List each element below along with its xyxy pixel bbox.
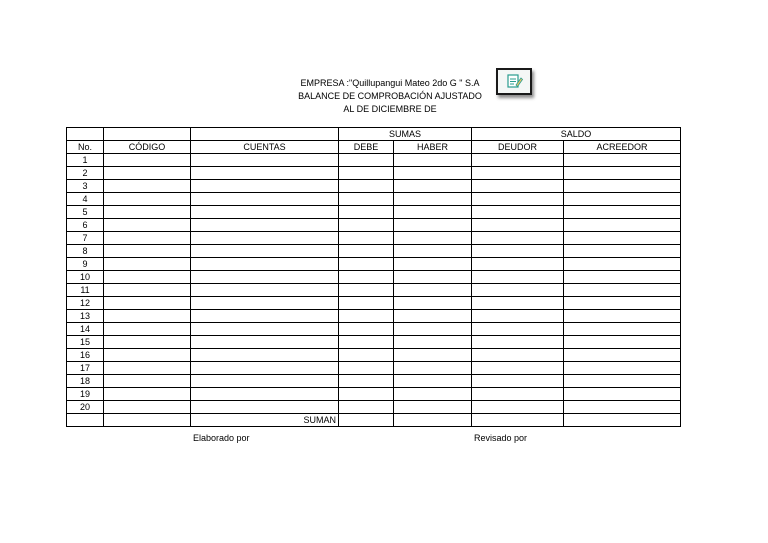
cuentas-cell[interactable] [191, 232, 339, 245]
acreedor-cell[interactable] [564, 388, 681, 401]
haber-cell[interactable] [394, 297, 472, 310]
total-cell-codigo[interactable] [104, 414, 191, 427]
row-number: 6 [67, 219, 104, 232]
deudor-cell[interactable] [472, 232, 564, 245]
table-row [67, 206, 681, 219]
table-row [67, 193, 681, 206]
total-cell-no[interactable] [67, 414, 104, 427]
row-number: 9 [67, 258, 104, 271]
cuentas-cell[interactable] [191, 349, 339, 362]
deudor-cell[interactable] [472, 375, 564, 388]
deudor-cell[interactable] [472, 297, 564, 310]
deudor-cell[interactable] [472, 271, 564, 284]
row-number: 14 [67, 323, 104, 336]
table-row [67, 284, 681, 297]
codigo-cell[interactable] [104, 349, 191, 362]
haber-cell[interactable] [394, 323, 472, 336]
acreedor-cell[interactable] [564, 310, 681, 323]
row-number: 8 [67, 245, 104, 258]
codigo-cell[interactable] [104, 271, 191, 284]
haber-cell[interactable] [394, 401, 472, 414]
acreedor-cell[interactable] [564, 180, 681, 193]
col-header-no: No. [67, 141, 104, 154]
cuentas-cell[interactable] [191, 271, 339, 284]
blank-header-cell [104, 128, 191, 141]
debe-cell[interactable] [339, 206, 394, 219]
acreedor-cell[interactable] [564, 349, 681, 362]
table-row [67, 323, 681, 336]
table-row [67, 180, 681, 193]
haber-cell[interactable] [394, 310, 472, 323]
acreedor-cell[interactable] [564, 219, 681, 232]
debe-cell[interactable] [339, 284, 394, 297]
codigo-cell[interactable] [104, 206, 191, 219]
deudor-cell[interactable] [472, 401, 564, 414]
table-row [67, 375, 681, 388]
row-number: 12 [67, 297, 104, 310]
cuentas-cell[interactable] [191, 336, 339, 349]
acreedor-cell[interactable] [564, 271, 681, 284]
haber-cell[interactable] [394, 245, 472, 258]
report-date-line: AL DE DICIEMBRE DE [343, 104, 437, 114]
debe-cell[interactable] [339, 180, 394, 193]
codigo-cell[interactable] [104, 180, 191, 193]
col-header-deudor: DEUDOR [472, 141, 564, 154]
codigo-cell[interactable] [104, 323, 191, 336]
col-header-haber: HABER [394, 141, 472, 154]
deudor-cell[interactable] [472, 349, 564, 362]
table-row [67, 154, 681, 167]
row-number: 2 [67, 167, 104, 180]
codigo-cell[interactable] [104, 336, 191, 349]
debe-cell[interactable] [339, 375, 394, 388]
deudor-cell[interactable] [472, 167, 564, 180]
row-number: 19 [67, 388, 104, 401]
row-number: 16 [67, 349, 104, 362]
table-row [67, 258, 681, 271]
row-number: 5 [67, 206, 104, 219]
debe-cell[interactable] [339, 258, 394, 271]
deudor-cell[interactable] [472, 323, 564, 336]
row-number: 20 [67, 401, 104, 414]
deudor-cell[interactable] [472, 284, 564, 297]
col-header-cuentas: CUENTAS [191, 141, 339, 154]
table-row [67, 219, 681, 232]
cuentas-cell[interactable] [191, 310, 339, 323]
acreedor-cell[interactable] [564, 258, 681, 271]
haber-cell[interactable] [394, 206, 472, 219]
cuentas-cell[interactable] [191, 154, 339, 167]
debe-cell[interactable] [339, 401, 394, 414]
codigo-cell[interactable] [104, 375, 191, 388]
codigo-cell[interactable] [104, 245, 191, 258]
row-number: 15 [67, 336, 104, 349]
column-header-row [67, 141, 681, 154]
haber-cell[interactable] [394, 193, 472, 206]
debe-cell[interactable] [339, 167, 394, 180]
deudor-cell[interactable] [472, 193, 564, 206]
cuentas-cell[interactable] [191, 375, 339, 388]
deudor-cell[interactable] [472, 388, 564, 401]
codigo-cell[interactable] [104, 193, 191, 206]
col-header-acreedor: ACREEDOR [564, 141, 681, 154]
haber-cell[interactable] [394, 271, 472, 284]
balance-table [66, 127, 681, 427]
acreedor-cell[interactable] [564, 206, 681, 219]
deudor-cell[interactable] [472, 258, 564, 271]
cuentas-cell[interactable] [191, 180, 339, 193]
debe-cell[interactable] [339, 388, 394, 401]
table-row [67, 232, 681, 245]
codigo-cell[interactable] [104, 232, 191, 245]
acreedor-cell[interactable] [564, 154, 681, 167]
cuentas-cell[interactable] [191, 167, 339, 180]
haber-cell[interactable] [394, 258, 472, 271]
col-header-debe: DEBE [339, 141, 394, 154]
table-row [67, 362, 681, 375]
table-row [67, 167, 681, 180]
cuentas-cell[interactable] [191, 219, 339, 232]
deudor-cell[interactable] [472, 310, 564, 323]
row-number: 17 [67, 362, 104, 375]
row-number: 11 [67, 284, 104, 297]
blank-header-cell [191, 128, 339, 141]
debe-cell[interactable] [339, 193, 394, 206]
row-number: 10 [67, 271, 104, 284]
cuentas-cell[interactable] [191, 323, 339, 336]
codigo-cell[interactable] [104, 401, 191, 414]
row-number: 1 [67, 154, 104, 167]
total-cell-debe[interactable] [339, 414, 394, 427]
cuentas-cell[interactable] [191, 388, 339, 401]
haber-cell[interactable] [394, 167, 472, 180]
reviewed-by-label: Revisado por [474, 433, 528, 443]
total-row [67, 414, 681, 427]
deudor-cell[interactable] [472, 362, 564, 375]
table-row [67, 310, 681, 323]
haber-cell[interactable] [394, 375, 472, 388]
row-number: 18 [67, 375, 104, 388]
haber-cell[interactable] [394, 154, 472, 167]
total-cell-haber[interactable] [394, 414, 472, 427]
cuentas-cell[interactable] [191, 297, 339, 310]
acreedor-cell[interactable] [564, 362, 681, 375]
haber-cell[interactable] [394, 349, 472, 362]
cuentas-cell[interactable] [191, 193, 339, 206]
debe-cell[interactable] [339, 232, 394, 245]
total-cell-deudor[interactable] [472, 414, 564, 427]
acreedor-cell[interactable] [564, 297, 681, 310]
debe-cell[interactable] [339, 245, 394, 258]
deudor-cell[interactable] [472, 336, 564, 349]
debe-cell[interactable] [339, 271, 394, 284]
acreedor-cell[interactable] [564, 245, 681, 258]
codigo-cell[interactable] [104, 297, 191, 310]
cuentas-cell[interactable] [191, 284, 339, 297]
table-row [67, 245, 681, 258]
codigo-cell[interactable] [104, 154, 191, 167]
acreedor-cell[interactable] [564, 232, 681, 245]
table-row [67, 349, 681, 362]
cuentas-cell[interactable] [191, 245, 339, 258]
acreedor-cell[interactable] [564, 401, 681, 414]
codigo-cell[interactable] [104, 167, 191, 180]
acreedor-cell[interactable] [564, 284, 681, 297]
debe-cell[interactable] [339, 219, 394, 232]
table-row [67, 297, 681, 310]
debe-cell[interactable] [339, 362, 394, 375]
row-number: 3 [67, 180, 104, 193]
row-number: 7 [67, 232, 104, 245]
group-header-row [67, 128, 681, 141]
debe-cell[interactable] [339, 323, 394, 336]
document-edit-icon-glyph [507, 74, 523, 89]
deudor-cell[interactable] [472, 180, 564, 193]
codigo-cell[interactable] [104, 219, 191, 232]
haber-cell[interactable] [394, 232, 472, 245]
acreedor-cell[interactable] [564, 193, 681, 206]
row-number: 4 [67, 193, 104, 206]
codigo-cell[interactable] [104, 258, 191, 271]
report-title: BALANCE DE COMPROBACIÓN AJUSTADO [298, 91, 482, 101]
sumas-group-header: SUMAS [339, 128, 472, 141]
cuentas-cell[interactable] [191, 362, 339, 375]
table-row [67, 336, 681, 349]
haber-cell[interactable] [394, 388, 472, 401]
total-label: SUMAN [191, 414, 339, 427]
blank-header-cell [67, 128, 104, 141]
deudor-cell[interactable] [472, 219, 564, 232]
company-title: EMPRESA :"Quillupangui Mateo 2do G " S.A [300, 78, 480, 88]
cuentas-cell[interactable] [191, 206, 339, 219]
codigo-cell[interactable] [104, 362, 191, 375]
cuentas-cell[interactable] [191, 258, 339, 271]
haber-cell[interactable] [394, 219, 472, 232]
deudor-cell[interactable] [472, 206, 564, 219]
codigo-cell[interactable] [104, 284, 191, 297]
prepared-by-label: Elaborado por [193, 433, 250, 443]
acreedor-cell[interactable] [564, 323, 681, 336]
debe-cell[interactable] [339, 336, 394, 349]
row-number: 13 [67, 310, 104, 323]
table-row [67, 388, 681, 401]
deudor-cell[interactable] [472, 245, 564, 258]
debe-cell[interactable] [339, 349, 394, 362]
acreedor-cell[interactable] [564, 375, 681, 388]
haber-cell[interactable] [394, 180, 472, 193]
debe-cell[interactable] [339, 310, 394, 323]
table-row [67, 271, 681, 284]
acreedor-cell[interactable] [564, 336, 681, 349]
col-header-codigo: CÓDIGO [104, 141, 191, 154]
codigo-cell[interactable] [104, 388, 191, 401]
haber-cell[interactable] [394, 336, 472, 349]
haber-cell[interactable] [394, 284, 472, 297]
total-cell-acreedor[interactable] [564, 414, 681, 427]
table-row [67, 401, 681, 414]
document-edit-icon[interactable] [496, 68, 532, 95]
haber-cell[interactable] [394, 362, 472, 375]
acreedor-cell[interactable] [564, 167, 681, 180]
saldo-group-header: SALDO [472, 128, 681, 141]
debe-cell[interactable] [339, 297, 394, 310]
codigo-cell[interactable] [104, 310, 191, 323]
debe-cell[interactable] [339, 154, 394, 167]
cuentas-cell[interactable] [191, 401, 339, 414]
deudor-cell[interactable] [472, 154, 564, 167]
